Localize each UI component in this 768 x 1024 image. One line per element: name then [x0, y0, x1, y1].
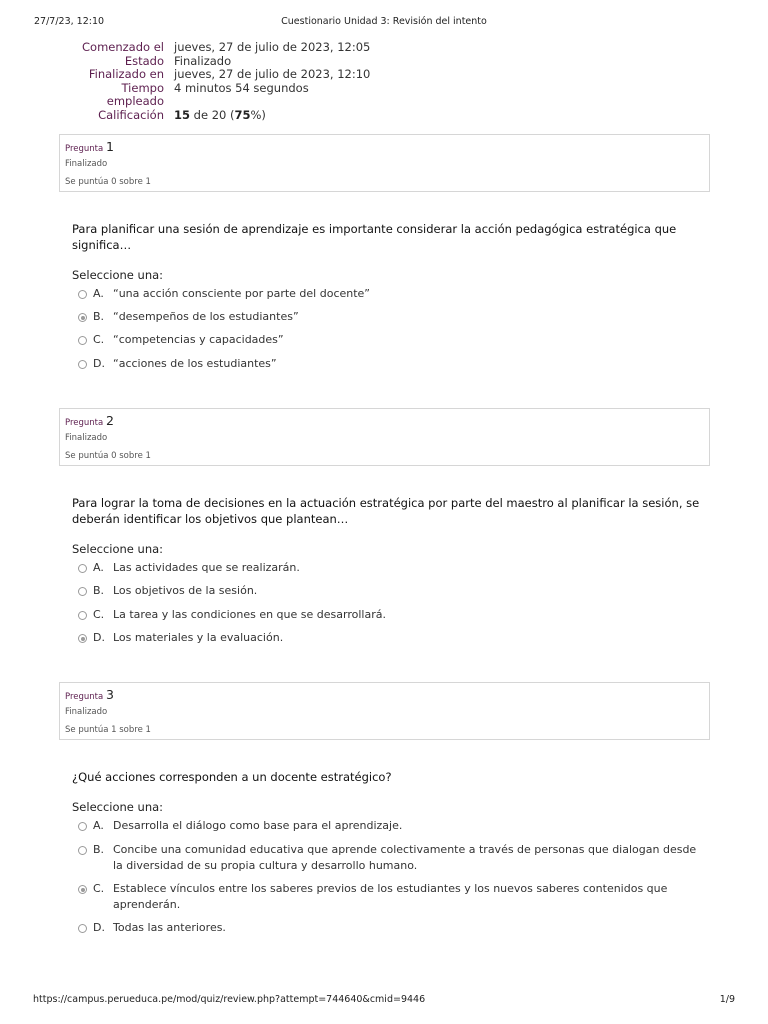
radio-icon[interactable]	[78, 611, 87, 620]
question-state: Finalizado	[65, 159, 108, 169]
radio-icon[interactable]	[78, 924, 87, 933]
answer-prompt: Seleccione una:	[72, 542, 164, 556]
answer-option-1d[interactable]: D. “acciones de los estudiantes”	[78, 356, 698, 372]
attempt-summary	[60, 41, 580, 122]
question-grade: Se puntúa 0 sobre 1	[65, 451, 151, 461]
question-state: Finalizado	[65, 707, 108, 717]
page-url: https://campus.perueduca.pe/mod/quiz/review.php?attempt=744640&cmid=9446	[33, 994, 426, 1005]
answer-option-3d[interactable]: D. Todas las anteriores.	[78, 920, 698, 936]
radio-icon[interactable]	[78, 822, 87, 831]
summary-state: Estado Finalizado	[124, 53, 232, 68]
question-grade: Se puntúa 0 sobre 1	[65, 177, 151, 187]
answer-option-1b[interactable]: B. “desempeños de los estudiantes”	[78, 309, 698, 325]
question-grade: Se puntúa 1 sobre 1	[65, 725, 151, 735]
radio-selected-icon[interactable]	[78, 313, 87, 322]
answer-prompt: Seleccione una:	[72, 800, 164, 814]
print-header	[0, 16, 768, 32]
answer-option-3a[interactable]: A. Desarrolla el diálogo como base para el aprendizaje.	[78, 818, 698, 834]
radio-icon[interactable]	[78, 587, 87, 596]
answer-option-2b[interactable]: B. Los objetivos de la sesión.	[78, 583, 698, 599]
summary-started: Comenzado el jueves, 27 de julio de 2023, 12:05	[82, 40, 371, 54]
answer-option-2d[interactable]: D. Los materiales y la evaluación.	[78, 630, 698, 646]
question-text-3: ¿Qué acciones corresponden a un docente estratégico?	[72, 770, 392, 784]
radio-selected-icon[interactable]	[78, 885, 87, 894]
radio-icon[interactable]	[78, 360, 87, 369]
page-title: Cuestionario Unidad 3: Revisión del intento	[281, 16, 487, 27]
print-date: 27/7/23, 12:10	[34, 16, 105, 27]
radio-icon[interactable]	[78, 336, 87, 345]
answer-option-1c[interactable]: C. “competencias y capacidades”	[78, 332, 698, 348]
question-text-1: Para planificar una sesión de aprendizaje es importante considerar la acción pedagógica estratégica que significa…	[72, 222, 677, 252]
question-info-1: Pregunta 1 Finalizado Se puntúa 0 sobre 1	[59, 134, 710, 192]
radio-icon[interactable]	[78, 290, 87, 299]
page-number: 1/9	[719, 994, 735, 1005]
answer-option-2a[interactable]: A. Las actividades que se realizarán.	[78, 560, 698, 576]
answer-option-3c[interactable]: C. Establece vínculos entre los saberes previos de los estudiantes y los nuevos saberes contenidos que aprenderán.	[78, 881, 698, 913]
radio-icon[interactable]	[78, 564, 87, 573]
summary-time: Tiempo empleado 4 minutos 54 segundos	[106, 80, 309, 108]
question-info-2: Pregunta 2 Finalizado Se puntúa 0 sobre 1	[59, 408, 710, 466]
answer-prompt: Seleccione una:	[72, 268, 164, 282]
question-info-3: Pregunta 3 Finalizado Se puntúa 1 sobre 1	[59, 682, 710, 740]
radio-selected-icon[interactable]	[78, 634, 87, 643]
radio-icon[interactable]	[78, 846, 87, 855]
summary-finished: Finalizado en jueves, 27 de julio de 2023, 12:10	[88, 67, 371, 81]
summary-grade: Calificación 15 de 20 (75%)	[98, 107, 266, 122]
answer-option-3b[interactable]: B. Concibe una comunidad educativa que aprende colectivamente a través de personas que dialogan desde la diversidad de su propia cultura y desarrollo humano.	[78, 842, 698, 874]
answer-option-2c[interactable]: C. La tarea y las condiciones en que se desarrollará.	[78, 607, 698, 623]
question-state: Finalizado	[65, 433, 108, 443]
question-text-2: Para lograr la toma de decisiones en la actuación estratégica por parte del maestro al planificar la sesión, se deberán identificar los objetivos que plantean…	[72, 496, 700, 526]
answer-option-1a[interactable]: A. “una acción consciente por parte del docente”	[78, 286, 698, 302]
